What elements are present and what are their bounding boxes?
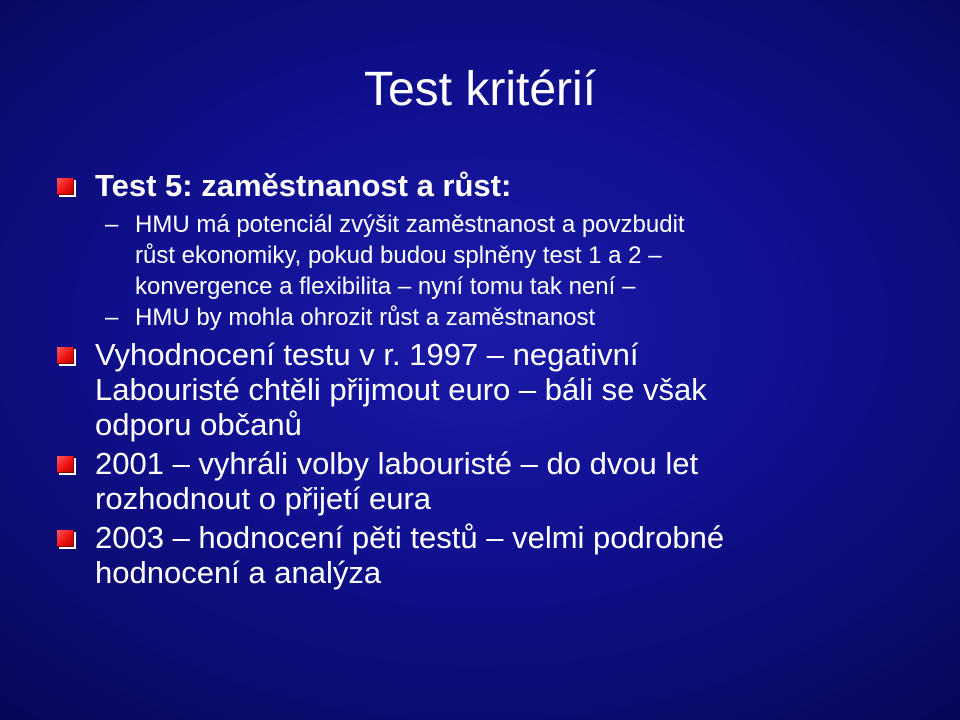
bullet-line: odporu občanů bbox=[95, 407, 302, 442]
sub-line: HMU má potenciál zvýšit zaměstnanost a povzbudit bbox=[135, 211, 685, 238]
bullet-item-3 bbox=[55, 446, 935, 516]
bullet-item-1 bbox=[55, 168, 935, 203]
bullet-item-2 bbox=[55, 337, 935, 442]
bullet-text: Test 5: zaměstnanost a růst: bbox=[95, 168, 512, 203]
bullet-line: Labouristé chtěli přijmout euro – báli se však bbox=[95, 372, 707, 407]
dash-marker: – bbox=[105, 304, 119, 331]
red-square-bullet-icon bbox=[57, 178, 74, 195]
sub-line: růst ekonomiky, pokud budou splněny test 1 a 2 – bbox=[135, 242, 662, 269]
bullet-item-4 bbox=[55, 520, 935, 590]
sub-line: HMU by mohla ohrozit růst a zaměstnanost bbox=[135, 304, 596, 331]
dash-marker: – bbox=[105, 211, 119, 238]
slide-content bbox=[55, 168, 935, 590]
slide-title: Test kritérií bbox=[363, 63, 597, 116]
sub-item-1 bbox=[55, 209, 935, 302]
sub-item-2 bbox=[55, 302, 935, 333]
red-square-bullet-icon bbox=[57, 530, 74, 547]
bullet-line: hodnocení a analýza bbox=[95, 555, 382, 590]
bullet-line: 2003 – hodnocení pěti testů – velmi podrobné bbox=[95, 520, 725, 555]
bullet-line: rozhodnout o přijetí eura bbox=[95, 481, 432, 516]
bullet-line: Vyhodnocení testu v r. 1997 – negativní bbox=[95, 337, 639, 372]
red-square-bullet-icon bbox=[57, 347, 74, 364]
sub-line: konvergence a flexibilita – nyní tomu tak není – bbox=[135, 273, 636, 300]
red-square-bullet-icon bbox=[57, 456, 74, 473]
bullet-line: 2001 – vyhráli volby labouristé – do dvou let bbox=[95, 446, 699, 481]
